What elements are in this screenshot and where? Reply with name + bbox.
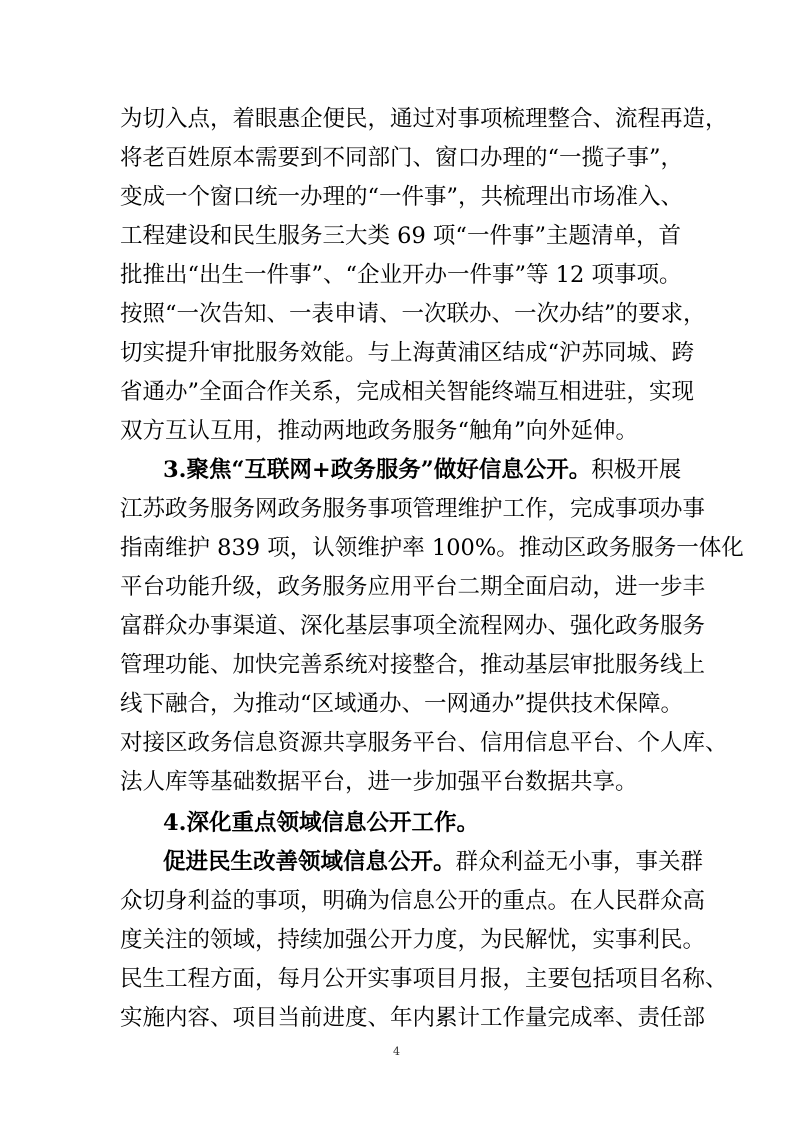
paragraph-line: 批推出“出生一件事”、“企业开办一件事”等 12 项事项。 [120, 262, 682, 288]
page-number: 4 [393, 1045, 400, 1058]
paragraph-line: 度关注的领域，持续加强公开力度，为民解忧，实事利民。 [120, 927, 706, 953]
paragraph-line: 实施内容、项目当前进度、年内累计工作量完成率、责任部 [120, 1005, 706, 1031]
paragraph-line: 切实提升审批服务效能。与上海黄浦区结成“沪苏同城、跨 [120, 340, 695, 366]
paragraph-line: 省通办”全面合作关系，完成相关智能终端互相进驻，实现 [120, 379, 695, 405]
paragraph-line: 工程建设和民生服务三大类 69 项“一件事”主题清单，首 [120, 223, 681, 249]
section-4-heading: 4.深化重点领域信息公开工作。 [163, 810, 479, 836]
subsection-heading: 促进民生改善领域信息公开。 [163, 849, 456, 875]
paragraph-line: 按照“一次告知、一表申请、一次联办、一次办结”的要求， [120, 301, 706, 327]
paragraph-line: 指南维护 839 项，认领维护率 100%。推动区政务服务一体化 [120, 535, 744, 561]
subsection-first-tail: 群众利益无小事，事关群 [455, 849, 704, 875]
paragraph-line: 法人库等基础数据平台，进一步加强平台数据共享。 [120, 769, 638, 795]
section-3-heading: 3.聚焦“互联网+政务服务”做好信息公开。 [163, 457, 592, 483]
paragraph-line: 江苏政务服务网政务服务事项管理维护工作，完成事项办事 [120, 496, 706, 522]
paragraph-line: 众切身利益的事项，明确为信息公开的重点。在人民群众高 [120, 888, 706, 914]
paragraph-line: 富群众办事渠道、深化基层事项全流程网办、强化政务服务 [120, 613, 706, 639]
paragraph-line: 双方互认互用，推动两地政务服务“触角”向外延伸。 [120, 418, 639, 444]
paragraph-line: 将老百姓原本需要到不同部门、窗口办理的“一揽子事”， [120, 145, 684, 171]
paragraph-line: 民生工程方面，每月公开实事项目月报，主要包括项目名称、 [120, 966, 728, 992]
section-3-first-tail: 积极开展 [591, 457, 682, 483]
paragraph-line: 线下融合，为推动“区域通办、一网通办”提供技术保障。 [120, 691, 684, 717]
paragraph-line: 为切入点，着眼惠企便民，通过对事项梳理整合、流程再造， [120, 106, 728, 132]
paragraph-line: 变成一个窗口统一办理的“一件事”，共梳理出市场准入、 [120, 184, 684, 210]
paragraph-line: 管理功能、加快完善系统对接整合，推动基层审批服务线上 [120, 652, 706, 678]
paragraph-line: 对接区政务信息资源共享服务平台、信用信息平台、个人库、 [120, 730, 728, 756]
paragraph-line: 平台功能升级，政务服务应用平台二期全面启动，进一步丰 [120, 574, 706, 600]
subsection-first-line [163, 849, 704, 879]
section-3-first-line [163, 457, 690, 487]
